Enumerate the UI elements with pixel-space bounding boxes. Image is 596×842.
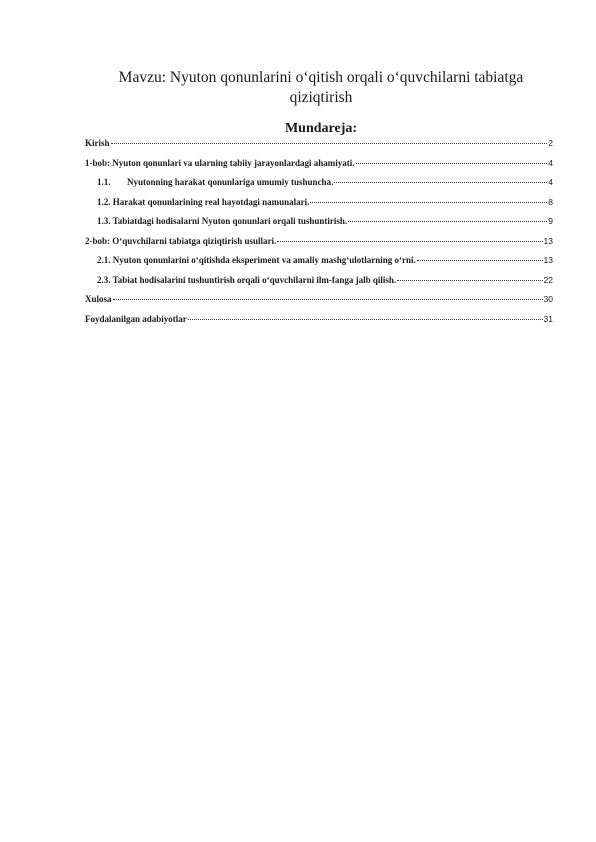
toc-entry-adabiyotlar[interactable] — [85, 314, 553, 334]
toc-entry-section-1-3[interactable] — [85, 216, 553, 236]
toc-page-number: 22 — [543, 274, 553, 285]
toc-heading: Mundareja: — [284, 121, 358, 136]
dot-leader — [334, 182, 547, 183]
title-line-1: Mavzu: Nyuton qonunlarini o‘qitish orqali o‘quvchilarni tabiatga — [118, 69, 524, 86]
dot-leader — [111, 143, 548, 144]
toc-entry-kirish[interactable] — [85, 138, 553, 158]
table-of-contents — [85, 138, 553, 333]
dot-leader — [277, 241, 542, 242]
dot-leader — [113, 299, 543, 300]
dot-leader — [397, 280, 542, 281]
toc-entry-title: Nyutonning harakat qonunlariga umumiy tushuncha. — [127, 177, 334, 187]
toc-page-number: 31 — [543, 313, 553, 324]
toc-entry-chapter-1[interactable] — [85, 158, 553, 178]
toc-entry-title: Xulosa — [85, 294, 112, 304]
toc-entry-title: 2-bob: O‘quvchilarni tabiatga qiziqtirish usullari. — [85, 235, 277, 246]
toc-page-number: 9 — [548, 216, 553, 226]
toc-entry-section-1-2[interactable] — [85, 197, 553, 217]
toc-entry-chapter-2[interactable] — [85, 236, 553, 256]
dot-leader — [188, 319, 543, 320]
toc-entry-title: 2.3. Tabiat hodisalarini tushuntirish orqali o‘quvchilarni ilm-fanga jalb qilish. — [97, 274, 397, 285]
toc-page-number: 2 — [548, 138, 553, 148]
toc-page-number: 4 — [548, 157, 553, 168]
toc-page-number: 30 — [543, 294, 553, 304]
toc-entry-title: 1.2. Harakat qonunlarining real hayotdagi namunalari. — [97, 196, 310, 207]
dot-leader — [310, 202, 547, 203]
toc-entry-xulosa[interactable] — [85, 294, 553, 314]
toc-section-number: 1.1. — [97, 177, 111, 187]
toc-page-number: 13 — [543, 255, 553, 265]
toc-entry-title: Kirish — [85, 138, 110, 148]
toc-entry-title: 2.1. Nyuton qonunlarini o‘qitishda eksperiment va amaliy mashg‘ulotlarning o‘rni. — [97, 255, 416, 265]
toc-page-number: 8 — [548, 196, 553, 207]
toc-entry-section-2-3[interactable] — [85, 275, 553, 295]
toc-entry-section-1-1[interactable] — [85, 177, 553, 197]
dot-leader — [417, 260, 543, 261]
toc-entry-title: 1.3. Tabiatdagi hodisalarni Nyuton qonunlari orqali tushuntirish. — [97, 216, 348, 226]
toc-page-number: 13 — [543, 235, 553, 246]
toc-entry-title: 1-bob: Nyuton qonunlari va ularning tabiiy jarayonlardagi ahamiyati. — [85, 157, 355, 168]
toc-page-number: 4 — [548, 177, 553, 187]
toc-entry-title: Foydalanilgan adabiyotlar — [85, 313, 187, 324]
dot-leader — [356, 163, 548, 164]
title-line-2: qiziqtirish — [289, 89, 353, 106]
toc-entry-section-2-1[interactable] — [85, 255, 553, 275]
document-title — [88, 68, 554, 108]
dot-leader — [348, 221, 547, 222]
